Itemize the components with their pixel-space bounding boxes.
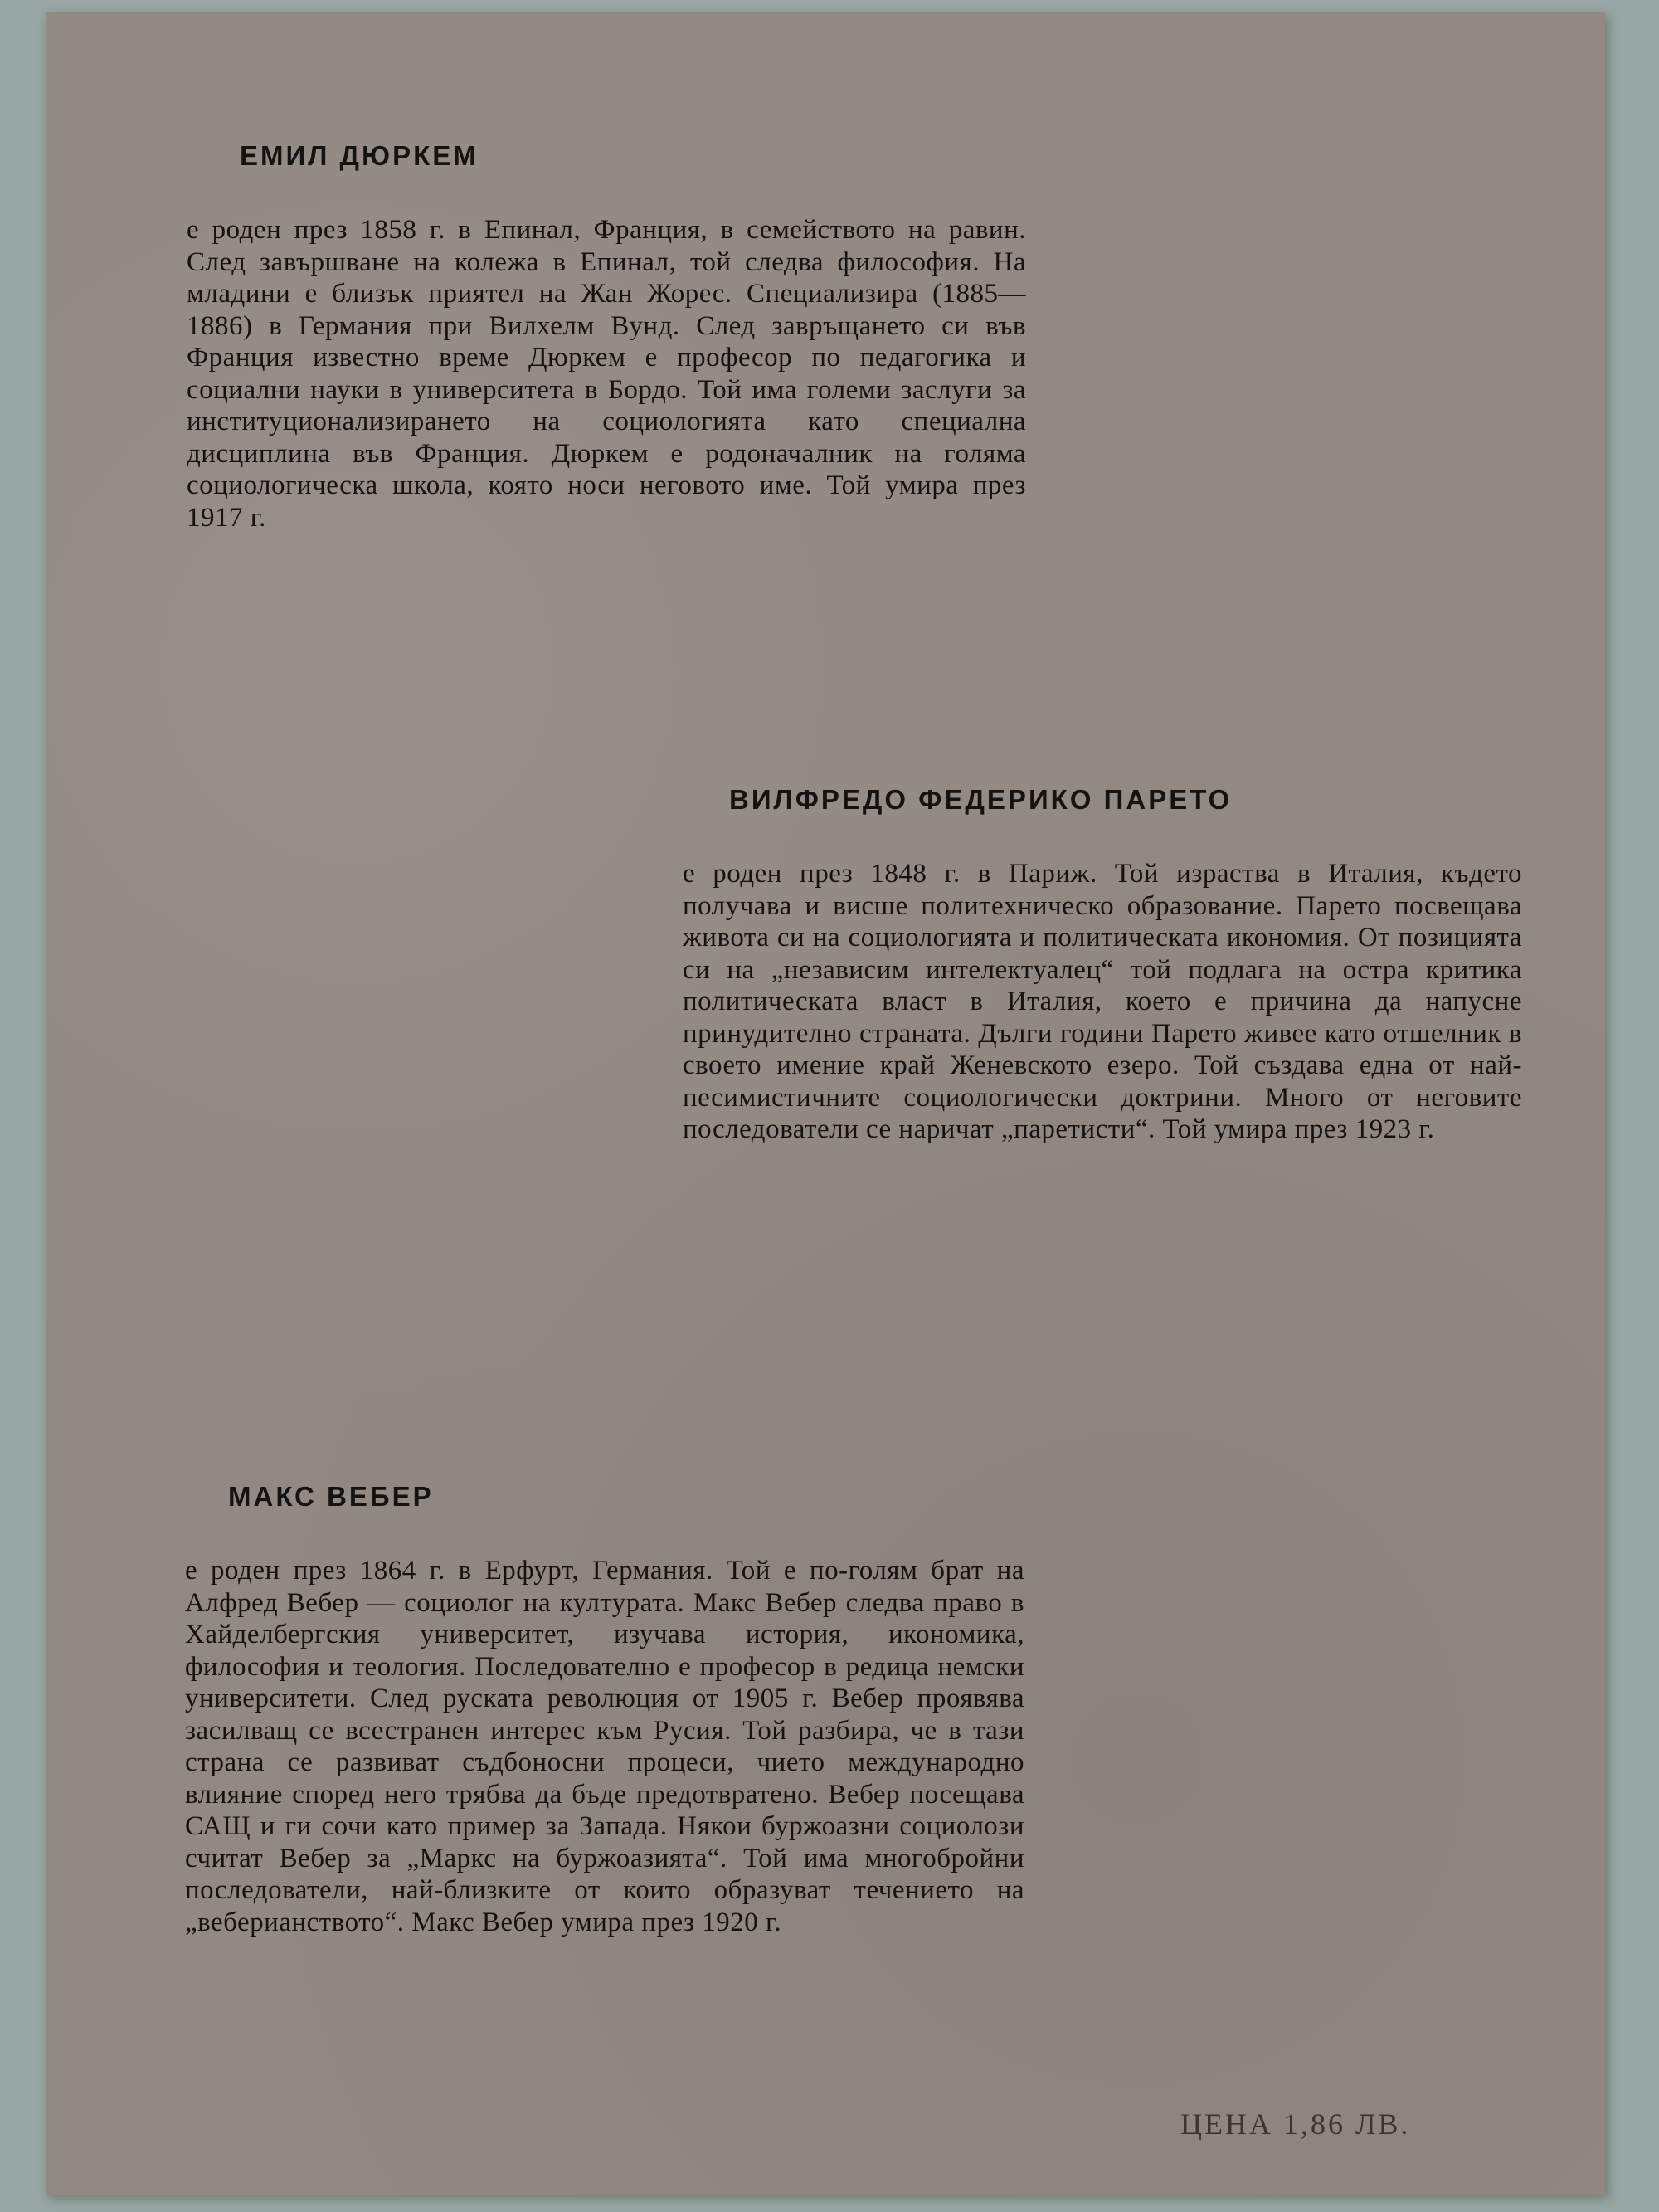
bio-durkheim-text: е роден през 1858 г. в Епинал, Франция, в семейството на равин. След завършване на колежа в Епинал, той следва философия. На младини е близък приятел на Жан Жорес. Специализира (1885—1886) в Германия при Вилхелм Вунд. След завръщането си във Франция известно време Дюркем е професор по педагогика и социални науки в университета в Бордо. Той има големи заслуги за институционализирането на социологията като специална дисциплина във Франция. Дюркем е родоначалник на голяма социологическа школа, която носи неговото име. Той умира през 1917 г. bbox=[187, 215, 1026, 533]
bio-pareto bbox=[683, 786, 1522, 1146]
bio-durkheim bbox=[187, 142, 1026, 534]
bio-weber-title: МАКС ВЕБЕР bbox=[228, 1481, 434, 1512]
bio-pareto-text: е роден през 1848 г. в Париж. Той израства в Италия, където получава и висше политехническо образование. Парето посвещава живота си на социологията и политическата икономия. От позицията си на „независим интелектуалец“ той подлага на остра критика политическата власт в Италия, което е причина да напусне принудително страната. Дълги години Парето живее като отшелник в своето имение край Женевското езеро. Той създава една от най-песимистичните социологически доктрини. Много от неговите последователи се наричат „паретисти“. Той умира през 1923 г. bbox=[683, 859, 1522, 1144]
bio-weber-text: е роден през 1864 г. в Ерфурт, Германия. Той е по-голям брат на Алфред Вебер — социолог на културата. Макс Вебер следва право в Хайделбергския университет, изучава история, икономика, философия и теология. Последователно е професор в редица немски университети. След руската революция от 1905 г. Вебер проявява засилващ се всестранен интерес към Русия. Той разбира, че в тази страна се развиват съдбоносни процеси, чието международно влияние според него трябва да бъде предотвратено. Вебер посещава САЩ и ги сочи като пример за Запада. Някои буржоазни социолози считат Вебер за „Маркс на буржоазията“. Той има многобройни последователи, най-близките от които образуват течението на „веберианството“. Макс Вебер умира през 1920 г. bbox=[185, 1556, 1024, 1937]
bio-pareto-title: ВИЛФРЕДО ФЕДЕРИКО ПАРЕТО bbox=[729, 784, 1233, 815]
bio-weber bbox=[185, 1483, 1024, 1938]
price-label: ЦЕНА 1,86 ЛВ. bbox=[1180, 2107, 1411, 2141]
bio-durkheim-title: ЕМИЛ ДЮРКЕМ bbox=[240, 140, 479, 171]
book-back-cover bbox=[46, 12, 1605, 2195]
